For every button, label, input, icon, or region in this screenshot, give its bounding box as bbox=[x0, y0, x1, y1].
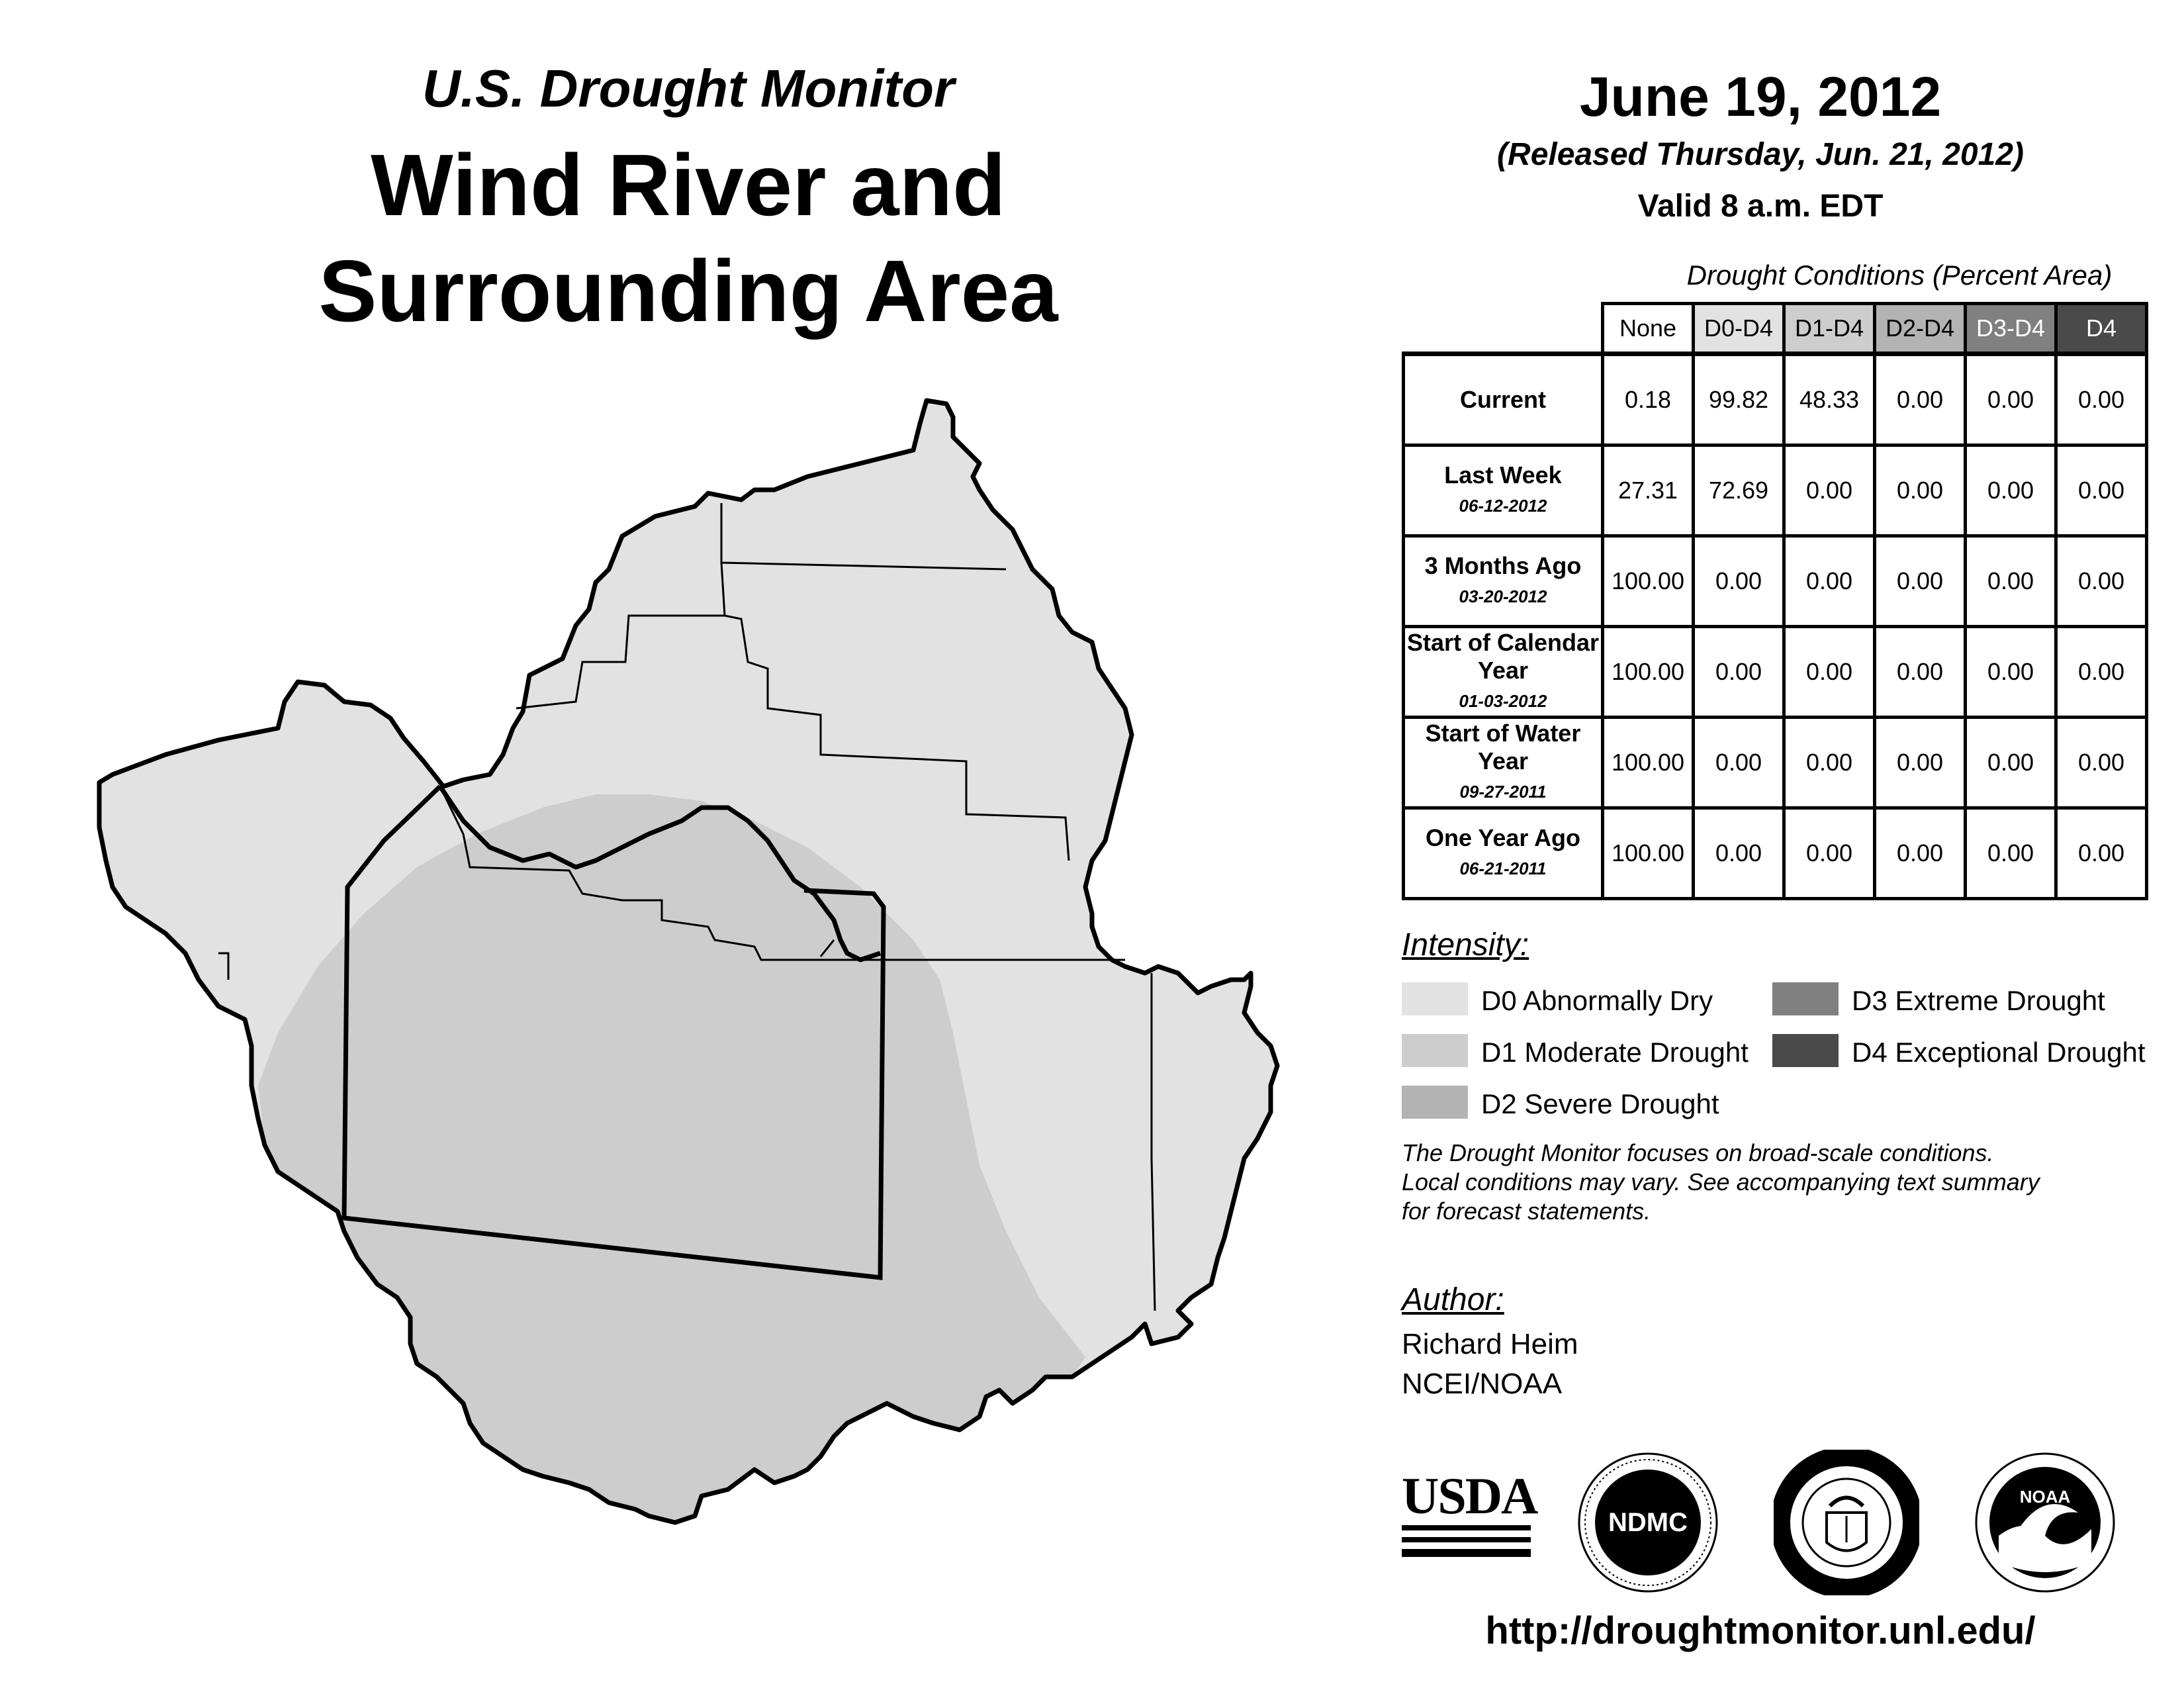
row-label bbox=[1404, 718, 1603, 808]
valid-time: Valid 8 a.m. EDT bbox=[1637, 189, 1884, 224]
legend-label: D3 Extreme Drought bbox=[1852, 985, 2105, 1016]
author-org: NCEI/NOAA bbox=[1402, 1368, 1563, 1400]
row-date: 09-27-2011 bbox=[1459, 782, 1547, 802]
website-link[interactable]: http://droughtmonitor.unl.edu/ bbox=[1485, 1609, 2036, 1652]
row-label bbox=[1404, 536, 1603, 627]
drought-conditions-table bbox=[1402, 302, 2148, 900]
table-cell: 0.00 bbox=[1875, 808, 1966, 899]
disclaimer-line: The Drought Monitor focuses on broad-scale conditions. bbox=[1402, 1139, 1994, 1166]
column-header-d2-d4: D2-D4 bbox=[1875, 304, 1966, 354]
map-title-line2: Surrounding Area bbox=[318, 242, 1058, 340]
legend-label: D4 Exceptional Drought bbox=[1852, 1037, 2146, 1068]
table-header-row bbox=[1404, 304, 2147, 354]
legend-label: D1 Moderate Drought bbox=[1481, 1037, 1749, 1068]
table-cell: 0.00 bbox=[1784, 718, 1875, 808]
column-header-d3-d4: D3-D4 bbox=[1966, 304, 2056, 354]
table-cell: 100.00 bbox=[1603, 718, 1694, 808]
disclaimer-line: Local conditions may vary. See accompanying text summary bbox=[1402, 1168, 2040, 1196]
table-corner bbox=[1404, 304, 1603, 354]
commerce-seal bbox=[1774, 1450, 1919, 1595]
table-cell: 0.00 bbox=[1875, 627, 1966, 718]
author-title: Author: bbox=[1402, 1282, 1504, 1317]
table-cell: 0.00 bbox=[2056, 536, 2147, 627]
table-cell: 99.82 bbox=[1694, 354, 1784, 445]
row-label-text: 3 Months Ago bbox=[1424, 552, 1582, 579]
table-cell: 0.00 bbox=[1694, 718, 1784, 808]
table-row bbox=[1404, 718, 2147, 808]
commerce-logo bbox=[1774, 1450, 1919, 1595]
legend-label: D2 Severe Drought bbox=[1481, 1088, 1719, 1119]
table-cell: 0.00 bbox=[1966, 354, 2056, 445]
table-cell: 0.00 bbox=[1694, 536, 1784, 627]
table-cell: 0.00 bbox=[2056, 627, 2147, 718]
table-cell: 0.00 bbox=[1784, 536, 1875, 627]
row-label-text: Start of Water Year bbox=[1425, 720, 1581, 774]
row-label-text: Start of Calendar Year bbox=[1406, 629, 1600, 684]
table-row bbox=[1404, 445, 2147, 536]
table-row bbox=[1404, 536, 2147, 627]
author-name: Richard Heim bbox=[1402, 1328, 1578, 1360]
column-header-d1-d4: D1-D4 bbox=[1784, 304, 1875, 354]
table-cell: 0.00 bbox=[1966, 718, 2056, 808]
table-cell: 0.00 bbox=[1875, 445, 1966, 536]
disclaimer bbox=[1402, 1139, 2130, 1226]
table-cell: 48.33 bbox=[1784, 354, 1875, 445]
table-row bbox=[1404, 354, 2147, 445]
column-header-none: None bbox=[1603, 304, 1694, 354]
row-date: 03-20-2012 bbox=[1459, 586, 1547, 606]
noaa-seal bbox=[1972, 1450, 2118, 1595]
row-label-text: Current bbox=[1459, 386, 1546, 413]
table-cell: 0.00 bbox=[1784, 627, 1875, 718]
map-date: June 19, 2012 bbox=[1579, 66, 1942, 128]
table-cell: 0.00 bbox=[1875, 354, 1966, 445]
map-subtitle: U.S. Drought Monitor bbox=[422, 59, 955, 118]
legend-swatch-d1 bbox=[1402, 1034, 1468, 1067]
row-label bbox=[1404, 627, 1603, 718]
legend-swatch-d2 bbox=[1402, 1086, 1468, 1119]
table-caption: Drought Conditions (Percent Area) bbox=[1686, 259, 2113, 291]
noaa-logo bbox=[1972, 1450, 2118, 1595]
usda-logo-stripes bbox=[1402, 1523, 1534, 1562]
table-cell: 0.00 bbox=[1875, 718, 1966, 808]
legend-swatch-d3 bbox=[1772, 982, 1839, 1015]
row-label-text: One Year Ago bbox=[1425, 824, 1581, 851]
table-cell: 0.00 bbox=[2056, 808, 2147, 899]
row-label bbox=[1404, 354, 1603, 445]
legend-swatch-d0 bbox=[1402, 982, 1468, 1015]
ndmc-logo-text: NDMC bbox=[1608, 1508, 1688, 1537]
row-label bbox=[1404, 445, 1603, 536]
map-title-line1: Wind River and bbox=[371, 136, 1006, 234]
row-label-text: Last Week bbox=[1444, 461, 1562, 489]
table-cell: 0.00 bbox=[1784, 445, 1875, 536]
row-date: 06-12-2012 bbox=[1459, 496, 1547, 516]
table-cell: 0.00 bbox=[1784, 808, 1875, 899]
legend-title: Intensity: bbox=[1402, 927, 1529, 962]
usda-logo-text: USDA bbox=[1402, 1467, 1537, 1524]
table-cell: 0.00 bbox=[1966, 627, 2056, 718]
column-header-d0-d4: D0-D4 bbox=[1694, 304, 1784, 354]
table-cell: 0.00 bbox=[2056, 445, 2147, 536]
table-cell: 0.00 bbox=[1966, 536, 2056, 627]
table-cell: 0.18 bbox=[1603, 354, 1694, 445]
usda-logo bbox=[1402, 1467, 1537, 1562]
table-cell: 0.00 bbox=[1694, 808, 1784, 899]
table-cell: 100.00 bbox=[1603, 536, 1694, 627]
legend-label: D0 Abnormally Dry bbox=[1481, 985, 1713, 1016]
table-cell: 27.31 bbox=[1603, 445, 1694, 536]
row-date: 06-21-2011 bbox=[1459, 859, 1547, 878]
table-row bbox=[1404, 808, 2147, 899]
table-cell: 0.00 bbox=[1966, 808, 2056, 899]
noaa-logo-text: NOAA bbox=[2019, 1487, 2071, 1507]
table-cell: 100.00 bbox=[1603, 627, 1694, 718]
table-cell: 0.00 bbox=[1966, 445, 2056, 536]
table-cell: 0.00 bbox=[2056, 718, 2147, 808]
table-row bbox=[1404, 627, 2147, 718]
table-cell: 100.00 bbox=[1603, 808, 1694, 899]
table-cell: 0.00 bbox=[1694, 627, 1784, 718]
table-cell: 72.69 bbox=[1694, 445, 1784, 536]
row-date: 01-03-2012 bbox=[1459, 691, 1547, 711]
release-date: (Released Thursday, Jun. 21, 2012) bbox=[1497, 137, 2024, 172]
table-cell: 0.00 bbox=[2056, 354, 2147, 445]
legend-swatch-d4 bbox=[1772, 1034, 1839, 1067]
column-header-d4: D4 bbox=[2056, 304, 2147, 354]
disclaimer-line: for forecast statements. bbox=[1402, 1197, 1651, 1225]
table-cell: 0.00 bbox=[1875, 536, 1966, 627]
ndmc-logo bbox=[1575, 1450, 1721, 1595]
row-label bbox=[1404, 808, 1603, 899]
